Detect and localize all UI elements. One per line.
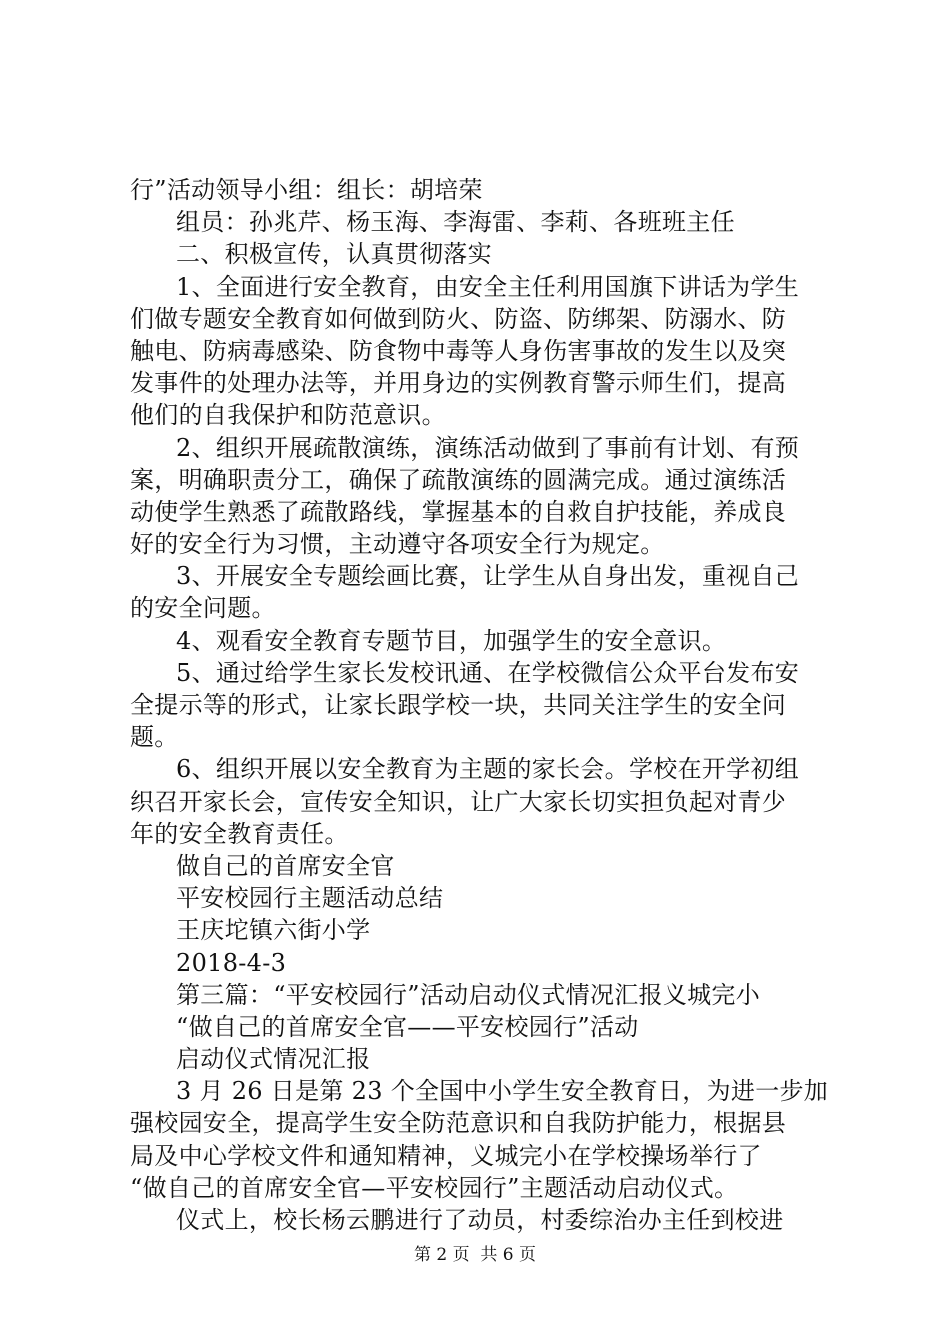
- text-line: 好的安全行为习惯，主动遵守各项安全行为规定。: [130, 530, 665, 559]
- text-line: 的安全问题。: [130, 594, 276, 623]
- text-line: 4、观看安全教育专题节目，加强学生的安全意识。: [176, 626, 727, 655]
- text-line: 触电、防病毒感染、防食物中毒等人身伤害事故的发生以及突: [130, 336, 787, 365]
- text-line: 案，明确职责分工，确保了疏散演练的圆满完成。通过演练活: [130, 465, 787, 494]
- text-line: 局及中心学校文件和通知精神，义城完小在学校操场举行了: [130, 1141, 762, 1170]
- text-line: 做自己的首席安全官: [176, 851, 395, 880]
- text-line: 启动仪式情况汇报: [176, 1045, 371, 1074]
- text-line: 6、组织开展以安全教育为主题的家长会。学校在开学初组: [176, 755, 800, 784]
- text-line: 们做专题安全教育如何做到防火、防盗、防绑架、防溺水、防: [130, 304, 787, 333]
- text-line: 5、通过给学生家长发校讯通、在学校微信公众平台发布安: [176, 658, 800, 687]
- text-line: “做自己的首席安全官—平安校园行”主题活动启动仪式。: [130, 1173, 739, 1202]
- text-line: 组员：孙兆芹、杨玉海、李海雷、李莉、各班班主任: [176, 208, 735, 237]
- text-line: 平安校园行主题活动总结: [176, 884, 444, 913]
- text-line: 行”活动领导小组：组长：胡培荣: [130, 176, 483, 204]
- text-line: 全提示等的形式，让家长跟学校一块，共同关注学生的安全问: [130, 691, 787, 719]
- page-number-footer: 第 2 页 共 6 页: [413, 1245, 537, 1265]
- text-line: 仪式上，校长杨云鹏进行了动员，村委综治办主任到校进: [176, 1206, 784, 1234]
- text-line: 发事件的处理办法等，并用身边的实例教育警示师生们，提高: [130, 369, 787, 398]
- text-line: 1、全面进行安全教育，由安全主任利用国旗下讲话为学生: [176, 272, 800, 301]
- text-line: 动使学生熟悉了疏散路线，掌握基本的自救自护技能，养成良: [130, 497, 787, 526]
- text-line: 年的安全教育责任。: [130, 819, 349, 848]
- text-line: 二、积极宣传，认真贯彻落实: [176, 240, 492, 269]
- document-body: [130, 174, 830, 1236]
- text-line: 织召开家长会，宣传安全知识，让广大家长切实担负起对青少: [130, 787, 787, 816]
- text-line: “做自己的首席安全官——平安校园行”活动: [176, 1012, 639, 1041]
- text-line: 王庆坨镇六街小学: [176, 916, 371, 945]
- text-line: 2018-4-3: [176, 948, 287, 977]
- text-line: 2、组织开展疏散演练，演练活动做到了事前有计划、有预: [176, 433, 800, 462]
- text-line: 题。: [130, 723, 179, 752]
- text-line: 3 月 26 日是第 23 个全国中小学生安全教育日，为进一步加: [176, 1077, 829, 1106]
- text-line: 强校园安全，提高学生安全防范意识和自我防护能力，根据县: [130, 1109, 787, 1138]
- text-line: 3、开展安全专题绘画比赛，让学生从自身出发，重视自己: [176, 562, 800, 591]
- text-line: 第三篇：“平安校园行”活动启动仪式情况汇报义城完小: [176, 980, 761, 1009]
- text-line: 他们的自我保护和防范意识。: [130, 401, 446, 430]
